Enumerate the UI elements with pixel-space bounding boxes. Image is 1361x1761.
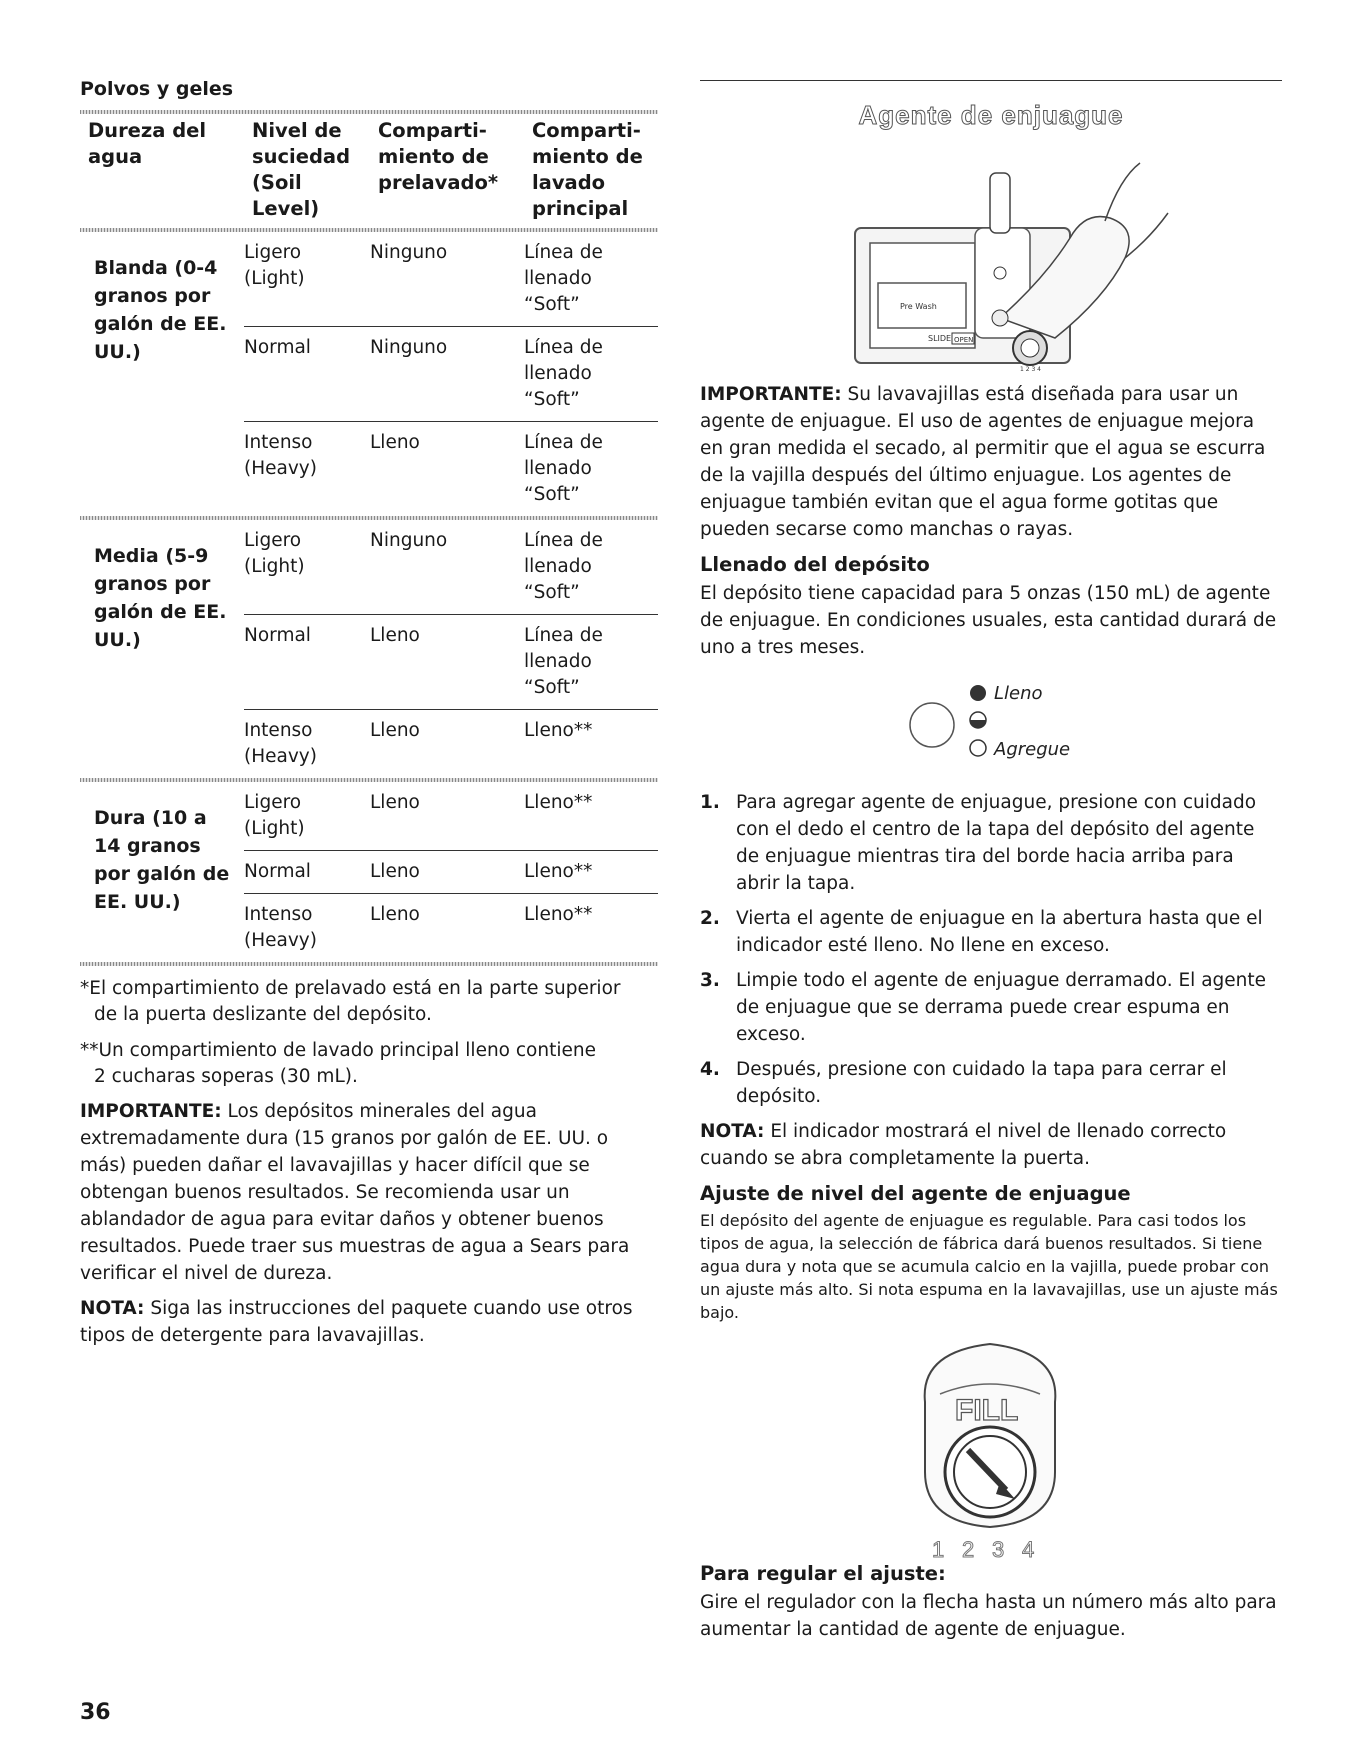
footnote-prewash-line1: *El compartimiento de prelavado está en la parte superior <box>80 978 621 999</box>
important-text: Su lavavajillas está diseñada para usar un agente de enjuague. El uso de agentes de enjuague mejora en gran medida el secado, al permitir que el agua se escurra de la vajilla después del último enjuague. Los agentes de enjuague también evitan que el agua forme gotitas que pueden secarse como manchas o rayas. <box>700 384 1266 540</box>
slide-label: SLIDE <box>928 334 952 343</box>
cell-prewash: Ninguno <box>370 232 524 327</box>
indicator-legend <box>700 675 1282 765</box>
note-paragraph-right <box>700 1118 1282 1172</box>
cell-soil: Intenso (Heavy) <box>244 904 317 951</box>
list-item <box>700 789 1282 897</box>
cell-prewash: Lleno <box>370 432 420 453</box>
important-text: Los depósitos minerales del agua extremadamente dura (15 granos por galón de EE. UU. o más) pueden dañar el lavavajillas y hacer difícil que se obtengan buenos resultados. Se recomienda usar un ablandador de agua para evitar daños y obtener buenos resultados. Puede traer sus muestras de agua a Sears para verificar el nivel de dureza. <box>80 1101 630 1284</box>
group-label-hard: Dura (10 a 14 granos por galón de EE. UU.) <box>94 807 230 913</box>
col-header-main: Comparti-miento de lavado principal <box>532 119 643 220</box>
cell-main: Línea de llenado “Soft” <box>524 327 658 422</box>
cell-main: Lleno** <box>524 720 593 741</box>
empty-indicator-icon <box>970 740 986 756</box>
fill-label: FILL <box>955 1394 1019 1427</box>
footnote-main <box>80 1038 658 1090</box>
table-row <box>80 232 658 327</box>
open-label: OPEN <box>954 336 974 344</box>
table-row <box>80 520 658 615</box>
dial-illustration <box>700 1332 1282 1562</box>
col-header-hardness: Dureza del agua <box>88 119 207 168</box>
rinse-agent-title: Agente de enjuague <box>858 100 1124 130</box>
note-label: NOTA: <box>80 1298 145 1319</box>
cell-soil: Intenso (Heavy) <box>244 432 317 479</box>
cell-soil: Normal <box>244 327 370 422</box>
list-item <box>700 967 1282 1048</box>
cell-main: Línea de llenado “Soft” <box>524 432 603 505</box>
cell-prewash: Lleno <box>370 720 420 741</box>
cell-main: Línea de llenado “Soft” <box>524 615 658 710</box>
step-text: Después, presione con cuidado la tapa para cerrar el depósito. <box>736 1059 1227 1107</box>
group-label-soft: Blanda (0-4 granos por galón de EE. UU.) <box>94 257 227 363</box>
cell-soil: Normal <box>244 851 370 894</box>
cell-main: Línea de llenado “Soft” <box>524 520 658 615</box>
footnote-main-line2: 2 cucharas soperas (30 mL). <box>94 1066 358 1087</box>
regulate-paragraph: Gire el regulador con la flecha hasta un número más alto para aumentar la cantidad de agente de enjuague. <box>700 1592 1277 1640</box>
footnote-prewash <box>80 976 658 1028</box>
step-number: 2. <box>700 908 720 929</box>
note-text: El indicador mostrará el nivel de llenado correcto cuando se abra completamente la puerta. <box>700 1121 1227 1169</box>
cell-prewash: Lleno <box>370 782 524 851</box>
important-label: IMPORTANTE: <box>700 384 842 405</box>
dial-number-3: 3 <box>992 1537 1005 1562</box>
footnote-main-line1: **Un compartimiento de lavado principal lleno contiene <box>80 1040 596 1061</box>
detergent-table <box>80 114 658 966</box>
list-item <box>700 1056 1282 1110</box>
step-text: Vierta el agente de enjuague en la abertura hasta que el indicador esté lleno. No llene en exceso. <box>736 908 1263 956</box>
cell-soil: Normal <box>244 615 370 710</box>
cell-prewash: Lleno <box>370 615 524 710</box>
indicator-window <box>910 703 954 747</box>
group-label-medium: Media (5-9 granos por galón de EE. UU.) <box>94 545 227 651</box>
fill-steps-list <box>700 789 1282 1110</box>
step-number: 3. <box>700 970 720 991</box>
legend-add-label: Agregue <box>994 739 1071 760</box>
cell-prewash: Lleno <box>370 851 524 894</box>
cell-main: Lleno** <box>524 851 658 894</box>
dial-number-4: 4 <box>1022 1537 1035 1562</box>
table-row <box>80 782 658 851</box>
important-paragraph-right <box>700 381 1282 543</box>
cell-soil: Ligero (Light) <box>244 782 370 851</box>
adjust-paragraph: El depósito del agente de enjuague es regulable. Para casi todos los tipos de agua, la selección de fábrica dará buenos resultados. Si tiene agua dura y nota que se acumula calcio en la vajilla, puede probar con un ajuste más alto. Si nota espuma en la lavavajillas, use un ajuste más bajo. <box>700 1211 1278 1322</box>
note-text: Siga las instrucciones del paquete cuando use otros tipos de detergente para lavavajillas. <box>80 1298 633 1346</box>
cell-soil: Ligero (Light) <box>244 520 370 615</box>
note-paragraph-left <box>80 1295 658 1349</box>
note-label: NOTA: <box>700 1121 765 1142</box>
step-number: 4. <box>700 1059 720 1080</box>
list-item <box>700 905 1282 959</box>
left-column <box>80 78 658 1349</box>
cell-main: Lleno** <box>524 782 658 851</box>
adjust-heading: Ajuste de nivel del agente de enjuague <box>700 1182 1131 1205</box>
fill-heading: Llenado del depósito <box>700 553 930 576</box>
cell-prewash: Lleno <box>370 904 420 925</box>
section-title-powders: Polvos y geles <box>80 78 234 100</box>
cell-soil: Ligero (Light) <box>244 232 370 327</box>
dispenser-digits: 1 2 3 4 <box>1020 366 1041 373</box>
col-header-soil: Nivel de suciedad (Soil Level) <box>252 119 351 220</box>
important-paragraph-left <box>80 1098 658 1287</box>
important-label: IMPORTANTE: <box>80 1101 222 1122</box>
cell-prewash: Ninguno <box>370 327 524 422</box>
prewash-label: Pre Wash <box>900 302 937 311</box>
legend-full-label: Lleno <box>994 683 1043 704</box>
regulate-heading: Para regular el ajuste: <box>700 1562 946 1585</box>
dial-number-1: 1 <box>932 1537 945 1562</box>
footnote-prewash-line2: de la puerta deslizante del depósito. <box>94 1004 432 1025</box>
cell-main: Lleno** <box>524 904 593 925</box>
table-header-row <box>80 114 658 228</box>
dispenser-illustration <box>700 133 1282 373</box>
right-column <box>700 78 1282 1643</box>
step-number: 1. <box>700 792 720 813</box>
col-header-prewash: Comparti-miento de prelavado* <box>378 119 499 194</box>
page-number: 36 <box>80 1700 111 1725</box>
step-text: Limpie todo el agente de enjuague derramado. El agente de enjuague que se derrama puede crear espuma en exceso. <box>736 970 1267 1045</box>
step-text: Para agregar agente de enjuague, presione con cuidado con el dedo el centro de la tapa del depósito del agente de enjuague mientras tira del borde hacia arriba para abrir la tapa. <box>736 792 1257 894</box>
dial-number-2: 2 <box>962 1537 975 1562</box>
full-indicator-icon <box>970 685 986 701</box>
fill-paragraph: El depósito tiene capacidad para 5 onzas (150 mL) de agente de enjuague. En condiciones usuales, esta cantidad durará de uno a tres meses. <box>700 583 1277 658</box>
cell-soil: Intenso (Heavy) <box>244 720 317 767</box>
cell-main: Línea de llenado “Soft” <box>524 232 658 327</box>
cell-prewash: Ninguno <box>370 520 524 615</box>
